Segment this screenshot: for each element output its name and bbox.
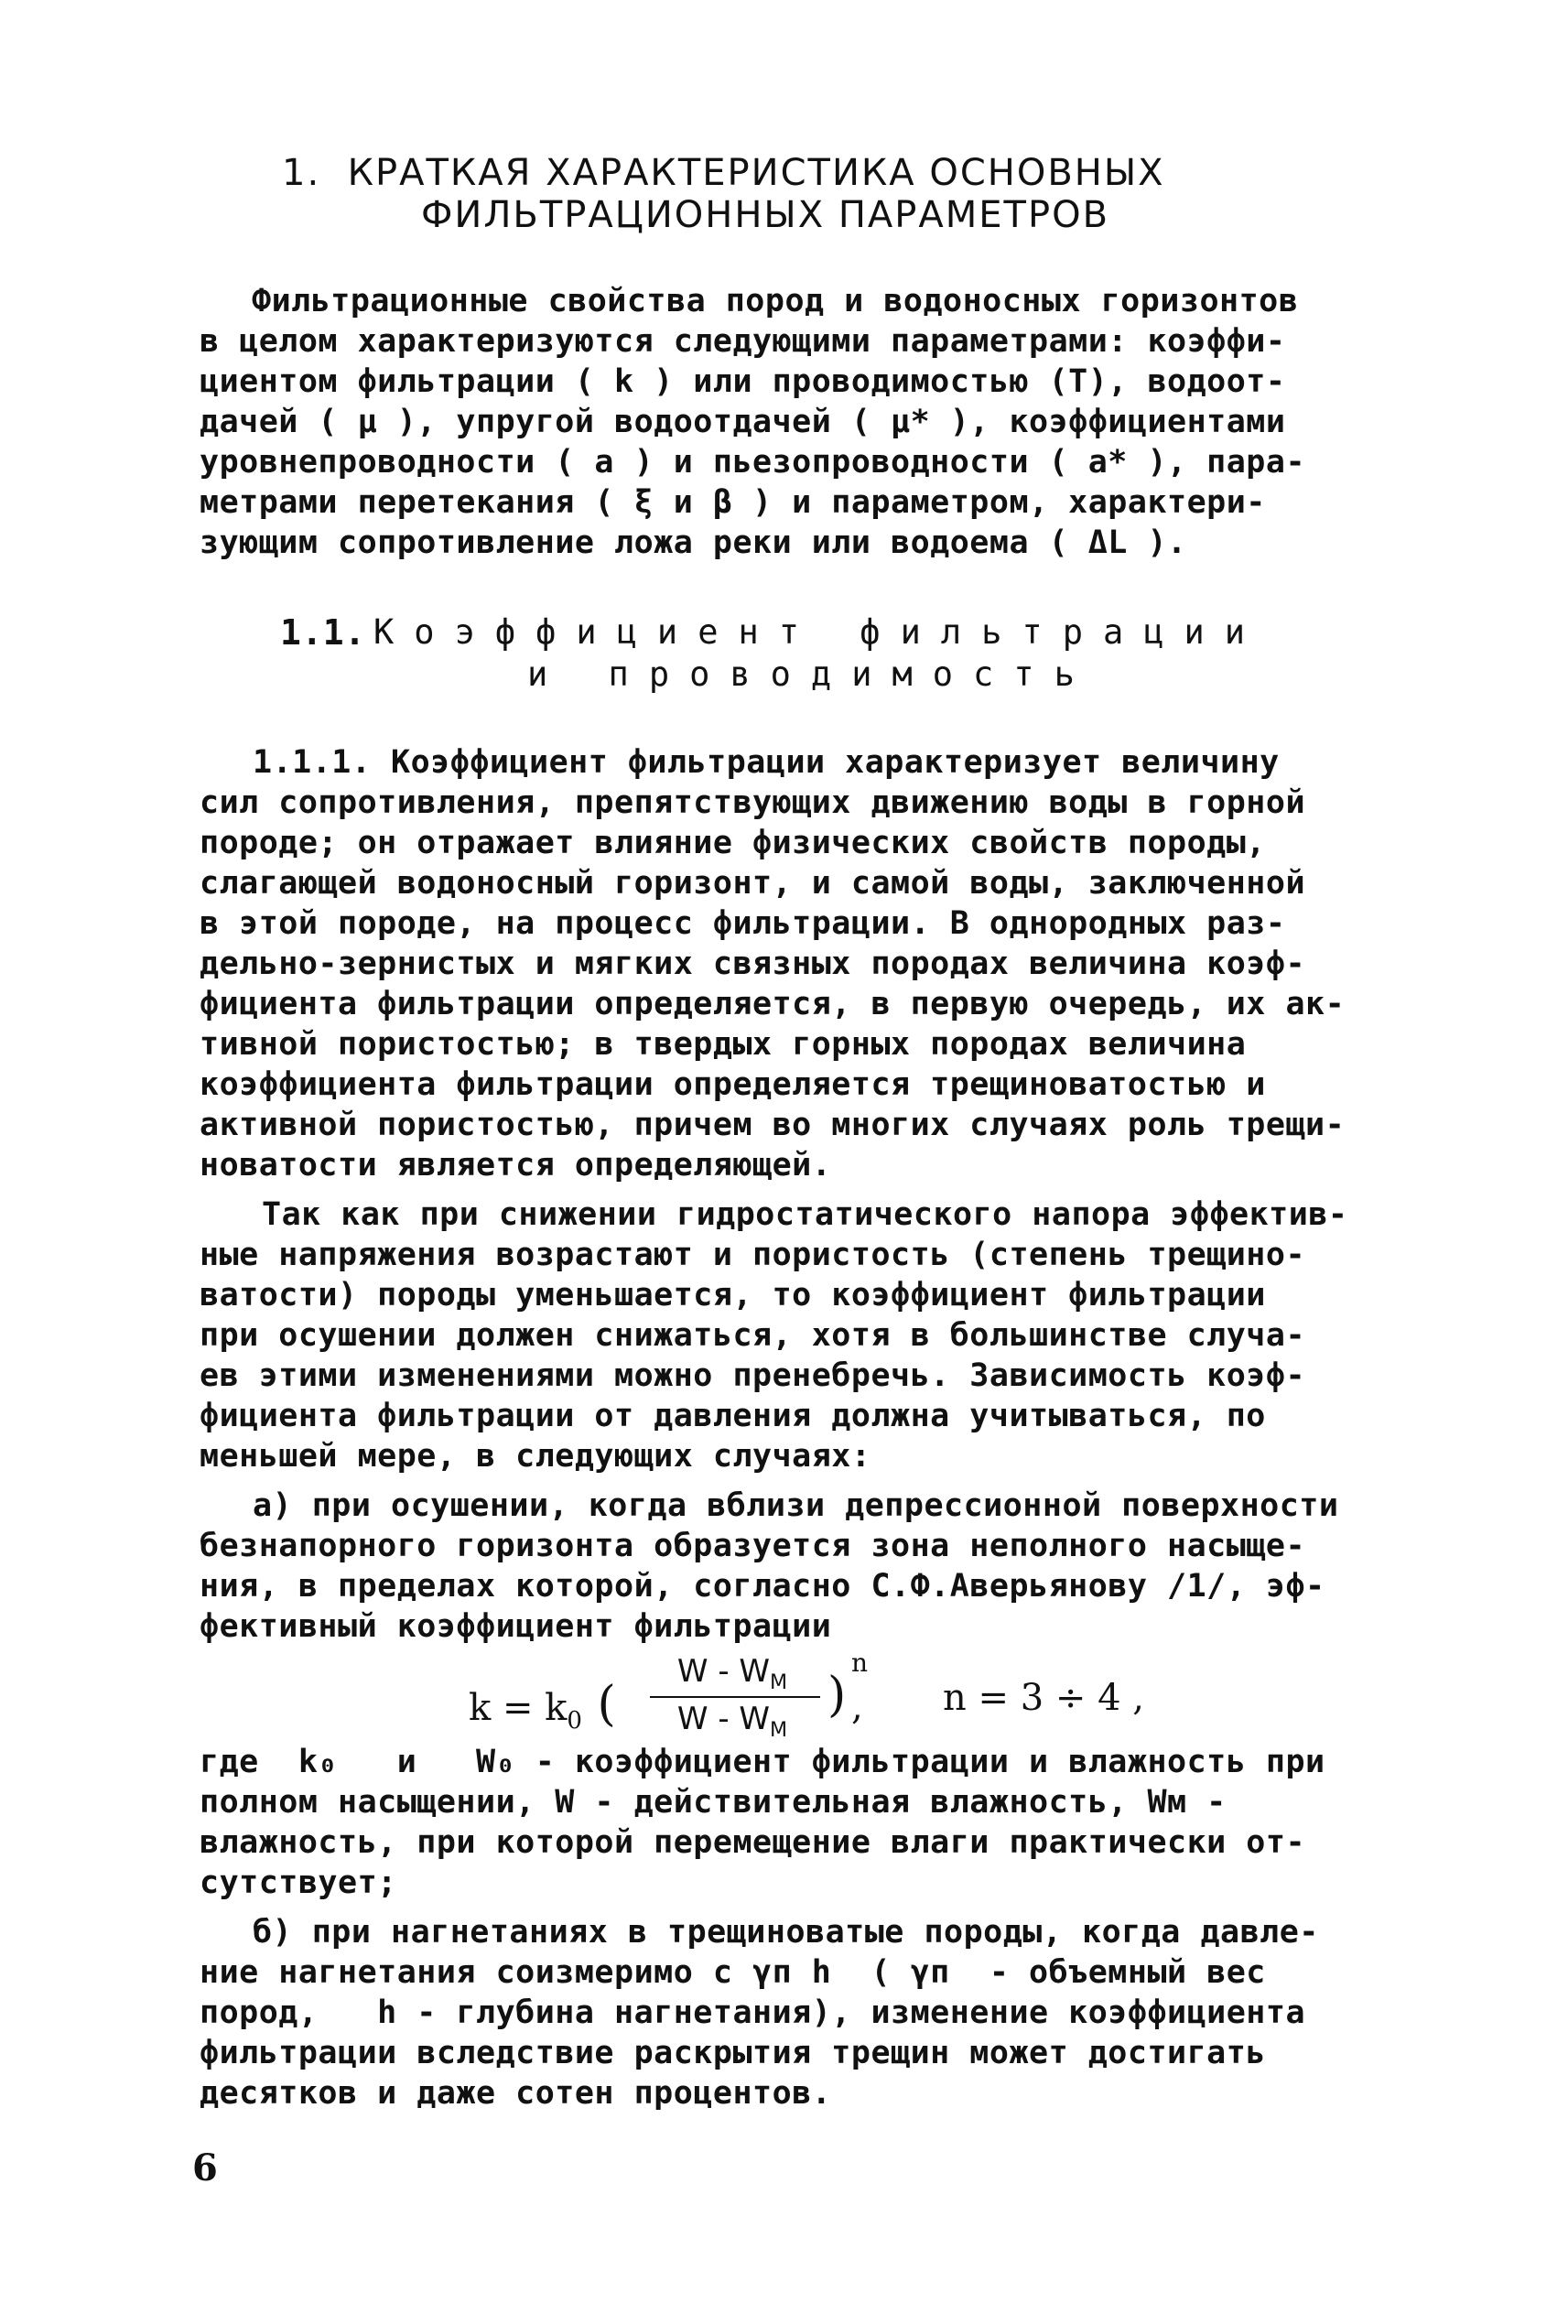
para4-line: влажность, при которой перемещение влаги практически от- xyxy=(200,1824,1306,1861)
intro-line: в целом характеризуются следующими параметрами: коэффи- xyxy=(200,323,1286,360)
para2-line: меньшей мере, в следующих случаях: xyxy=(200,1438,871,1475)
intro-line: циентом фильтрации ( k ) или проводимостью (T), водоот- xyxy=(200,363,1286,400)
formula-exponent: n xyxy=(851,1648,869,1678)
para2-line: ватости) породы уменьшается, то коэффициент фильтрации xyxy=(200,1277,1266,1313)
formula-condition: n = 3 ÷ 4 , xyxy=(943,1677,1144,1719)
para3-line: безнапорного горизонта образуется зона неполного насыще- xyxy=(200,1528,1306,1564)
formula-comma: , xyxy=(851,1686,863,1728)
para5-line: десятков и даже сотен процентов. xyxy=(200,2075,832,2112)
para3-line: фективный коэффициент фильтрации xyxy=(200,1608,832,1645)
para5-line: фильтрации вследствие раскрытия трещин может достигать xyxy=(200,2035,1266,2071)
para2-line: Так как при снижении гидростатического напора эффектив- xyxy=(262,1196,1348,1233)
para2-line: ные напряжения возрастают и пористость (степень трещино- xyxy=(200,1237,1306,1273)
formula-close-paren: ) xyxy=(827,1668,847,1723)
para1-line: коэффициента фильтрации определяется трещиноватостью и xyxy=(200,1066,1266,1103)
para1-line: породе; он отражает влияние физических свойств породы, xyxy=(200,825,1266,861)
para5-line: ние нагнетания соизмеримо с γп h ( γп - объемный вес xyxy=(200,1954,1266,1991)
para1-line: 1.1.1. Коэффициент фильтрации характеризует величину xyxy=(253,744,1280,781)
intro-line: метрами перетекания ( ξ и β ) и параметром, характери- xyxy=(200,484,1266,521)
para1-line: тивной пористостью; в твердых горных породах величина xyxy=(200,1026,1247,1063)
para1-line: сил сопротивления, препятствующих движению воды в горной xyxy=(200,784,1306,821)
para4-line: где k₀ и W₀ - коэффициент фильтрации и влажность при xyxy=(200,1744,1325,1780)
section-title-line-2: и проводимость xyxy=(527,654,1095,694)
formula-denominator: W - $W_M$ xyxy=(676,1701,788,1742)
para4-line: сутствует; xyxy=(200,1865,397,1901)
para2-line: при осушении должен снижаться, хотя в большинстве случа- xyxy=(200,1317,1306,1354)
formula-numerator: W - $W_M$ xyxy=(676,1653,788,1694)
formula-lhs: $k = k_0$ ( xyxy=(469,1677,616,1735)
para1-line: дельно-зернистых и мягких связных породах величина коэф- xyxy=(200,946,1306,982)
intro-line: дачей ( μ ), упругой водоотдачей ( μ* ), коэффициентами xyxy=(200,404,1286,440)
para3-line: ния, в пределах которой, согласно С.Ф.Аверьянову /1/, эф- xyxy=(200,1568,1325,1605)
para5-line: б) при нагнетаниях в трещиноватые породы, когда давле- xyxy=(253,1914,1319,1951)
page-number: 6 xyxy=(192,2146,218,2189)
section-title-line-1: Коэффициент фильтрации xyxy=(373,612,1266,652)
intro-line: Фильтрационные свойства пород и водоносных горизонтов xyxy=(252,283,1299,319)
para5-line: пород, h - глубина нагнетания), изменение коэффициента xyxy=(200,1994,1306,2031)
para1-line: активной пористостью, причем во многих случаях роль трещи- xyxy=(200,1107,1346,1143)
para4-line: полном насыщении, W - действительная влажность, Wм - xyxy=(200,1784,1227,1821)
intro-line: зующим сопротивление ложа реки или водоема ( ΔL ). xyxy=(200,524,1187,561)
section-number: 1.1. xyxy=(280,612,366,653)
para1-line: слагающей водоносный горизонт, и самой воды, заключенной xyxy=(200,865,1306,902)
chapter-title-line-2: ФИЛЬТРАЦИОННЫХ ПАРАМЕТРОВ xyxy=(421,194,1110,236)
para1-line: новатости является определяющей. xyxy=(200,1147,832,1184)
intro-line: уровнепроводности ( a ) и пьезопроводности ( a* ), пара- xyxy=(200,444,1306,481)
para2-line: ев этими изменениями можно пренебречь. Зависимость коэф- xyxy=(200,1357,1306,1394)
para2-line: фициента фильтрации от давления должна учитываться, по xyxy=(200,1398,1266,1434)
para1-line: в этой породе, на процесс фильтрации. В однородных раз- xyxy=(200,905,1286,942)
chapter-title-line-1: 1. КРАТКАЯ ХАРАКТЕРИСТИКА ОСНОВНЫХ xyxy=(282,152,1165,194)
formula-fraction-bar xyxy=(650,1696,820,1698)
para3-line: а) при осушении, когда вблизи депрессионной поверхности xyxy=(253,1487,1339,1524)
para1-line: фициента фильтрации определяется, в первую очередь, их ак- xyxy=(200,986,1346,1022)
